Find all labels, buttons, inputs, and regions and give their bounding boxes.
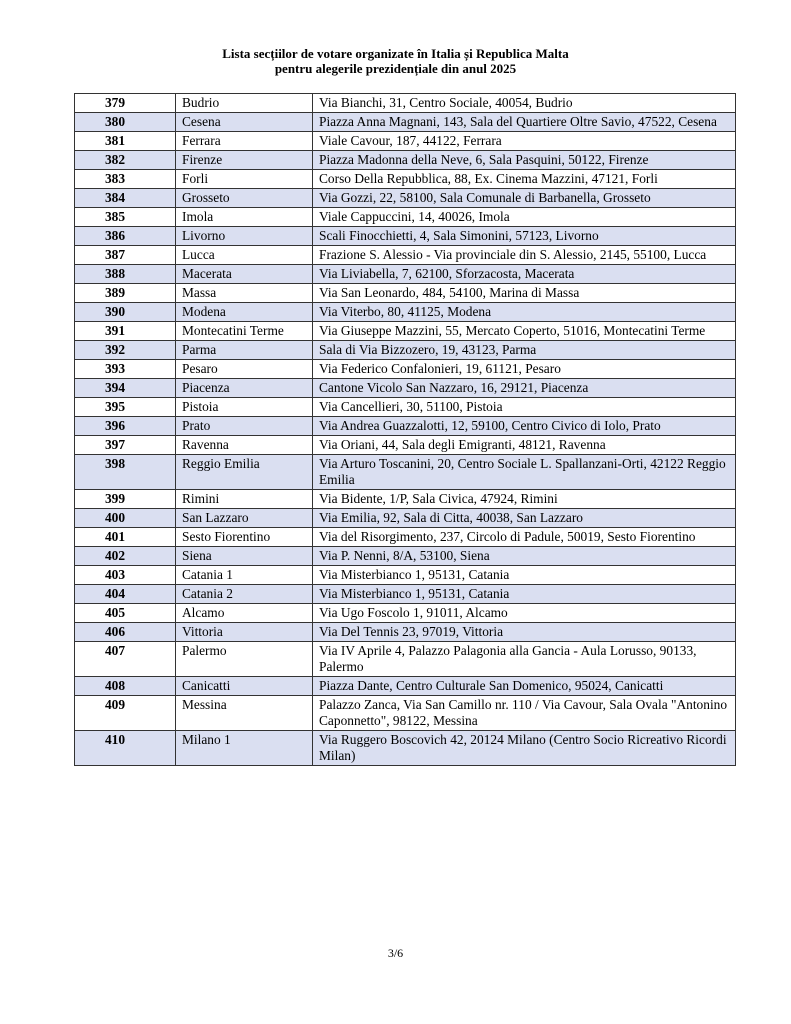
city-cell: Siena [176,547,313,566]
address-cell: Via Bidente, 1/P, Sala Civica, 47924, Rimini [313,490,736,509]
city-cell: Pesaro [176,360,313,379]
city-cell: Milano 1 [176,731,313,766]
table-row [75,528,736,547]
address-cell: Via Misterbianco 1, 95131, Catania [313,585,736,604]
city-cell: Massa [176,284,313,303]
address-cell: Via Giuseppe Mazzini, 55, Mercato Coperto, 51016, Montecatini Terme [313,322,736,341]
city-cell: Messina [176,696,313,731]
section-number-cell: 394 [75,379,176,398]
table-row [75,696,736,731]
section-number-cell: 382 [75,151,176,170]
section-number-cell: 395 [75,398,176,417]
address-cell: Via del Risorgimento, 237, Circolo di Padule, 50019, Sesto Fiorentino [313,528,736,547]
table-row [75,731,736,766]
table-row [75,227,736,246]
city-cell: Firenze [176,151,313,170]
city-cell: Prato [176,417,313,436]
section-number-cell: 402 [75,547,176,566]
table-row [75,322,736,341]
address-cell: Via Andrea Guazzalotti, 12, 59100, Centro Civico di Iolo, Prato [313,417,736,436]
city-cell: Reggio Emilia [176,455,313,490]
table-body [75,94,736,766]
city-cell: Piacenza [176,379,313,398]
city-cell: Pistoia [176,398,313,417]
city-cell: Catania 2 [176,585,313,604]
section-number-cell: 379 [75,94,176,113]
city-cell: Sesto Fiorentino [176,528,313,547]
table-row [75,113,736,132]
table-row [75,642,736,677]
table-row [75,566,736,585]
address-cell: Via Liviabella, 7, 62100, Sforzacosta, Macerata [313,265,736,284]
city-cell: Montecatini Terme [176,322,313,341]
page-number: 3/6 [387,946,404,960]
section-number-cell: 404 [75,585,176,604]
section-number-cell: 408 [75,677,176,696]
section-number-cell: 386 [75,227,176,246]
table-row [75,151,736,170]
table-row [75,303,736,322]
table-row [75,132,736,151]
address-cell: Piazza Madonna della Neve, 6, Sala Pasquini, 50122, Firenze [313,151,736,170]
address-cell: Piazza Dante, Centro Culturale San Domenico, 95024, Canicatti [313,677,736,696]
address-cell: Frazione S. Alessio - Via provinciale din S. Alessio, 2145, 55100, Lucca [313,246,736,265]
address-cell: Viale Cavour, 187, 44122, Ferrara [313,132,736,151]
address-cell: Via Misterbianco 1, 95131, Catania [313,566,736,585]
city-cell: Imola [176,208,313,227]
address-cell: Via Arturo Toscanini, 20, Centro Sociale L. Spallanzani-Orti, 42122 Reggio Emilia [313,455,736,490]
table-row [75,360,736,379]
table-row [75,604,736,623]
table-row [75,170,736,189]
address-cell: Via Oriani, 44, Sala degli Emigranti, 48121, Ravenna [313,436,736,455]
section-number-cell: 393 [75,360,176,379]
address-cell: Via Bianchi, 31, Centro Sociale, 40054, Budrio [313,94,736,113]
section-number-cell: 403 [75,566,176,585]
city-cell: Forli [176,170,313,189]
city-cell: Modena [176,303,313,322]
address-cell: Sala di Via Bizzozero, 19, 43123, Parma [313,341,736,360]
section-number-cell: 410 [75,731,176,766]
section-number-cell: 397 [75,436,176,455]
section-number-cell: 406 [75,623,176,642]
section-number-cell: 409 [75,696,176,731]
section-number-cell: 396 [75,417,176,436]
section-number-cell: 405 [75,604,176,623]
table-row [75,417,736,436]
table-row [75,436,736,455]
section-number-cell: 383 [75,170,176,189]
address-cell: Via Viterbo, 80, 41125, Modena [313,303,736,322]
address-cell: Corso Della Repubblica, 88, Ex. Cinema Mazzini, 47121, Forli [313,170,736,189]
city-cell: Cesena [176,113,313,132]
section-number-cell: 391 [75,322,176,341]
city-cell: Ferrara [176,132,313,151]
section-number-cell: 380 [75,113,176,132]
table-row [75,490,736,509]
city-cell: Palermo [176,642,313,677]
address-cell: Cantone Vicolo San Nazzaro, 16, 29121, Piacenza [313,379,736,398]
table-row [75,265,736,284]
city-cell: San Lazzaro [176,509,313,528]
city-cell: Parma [176,341,313,360]
city-cell: Macerata [176,265,313,284]
section-number-cell: 387 [75,246,176,265]
address-cell: Via Ugo Foscolo 1, 91011, Alcamo [313,604,736,623]
city-cell: Livorno [176,227,313,246]
title-line-2: pentru alegerile prezidențiale din anul 2025 [274,61,517,76]
city-cell: Lucca [176,246,313,265]
table-row [75,189,736,208]
table-row [75,509,736,528]
city-cell: Rimini [176,490,313,509]
table-row [75,208,736,227]
page-title [0,46,791,76]
address-cell: Viale Cappuccini, 14, 40026, Imola [313,208,736,227]
city-cell: Grosseto [176,189,313,208]
table-row [75,677,736,696]
address-cell: Via Federico Confalonieri, 19, 61121, Pesaro [313,360,736,379]
city-cell: Vittoria [176,623,313,642]
table-row [75,398,736,417]
address-cell: Via Emilia, 92, Sala di Citta, 40038, San Lazzaro [313,509,736,528]
section-number-cell: 392 [75,341,176,360]
city-cell: Catania 1 [176,566,313,585]
section-number-cell: 407 [75,642,176,677]
address-cell: Via P. Nenni, 8/A, 53100, Siena [313,547,736,566]
table-row [75,379,736,398]
section-number-cell: 400 [75,509,176,528]
address-cell: Scali Finocchietti, 4, Sala Simonini, 57123, Livorno [313,227,736,246]
address-cell: Via San Leonardo, 484, 54100, Marina di Massa [313,284,736,303]
address-cell: Via Cancellieri, 30, 51100, Pistoia [313,398,736,417]
section-number-cell: 398 [75,455,176,490]
table-row [75,455,736,490]
section-number-cell: 390 [75,303,176,322]
address-cell: Via IV Aprile 4, Palazzo Palagonia alla Gancia - Aula Lorusso, 90133, Palermo [313,642,736,677]
address-cell: Via Ruggero Boscovich 42, 20124 Milano (Centro Socio Ricreativo Ricordi Milan) [313,731,736,766]
address-cell: Via Gozzi, 22, 58100, Sala Comunale di Barbanella, Grosseto [313,189,736,208]
polling-stations-table [74,93,736,766]
address-cell: Palazzo Zanca, Via San Camillo nr. 110 / Via Cavour, Sala Ovala "Antonino Caponnetto", 98122, Messina [313,696,736,731]
city-cell: Canicatti [176,677,313,696]
title-line-1: Lista secțiilor de votare organizate în Italia și Republica Malta [222,46,569,61]
table-row [75,623,736,642]
address-cell: Via Del Tennis 23, 97019, Vittoria [313,623,736,642]
section-number-cell: 389 [75,284,176,303]
address-cell: Piazza Anna Magnani, 143, Sala del Quartiere Oltre Savio, 47522, Cesena [313,113,736,132]
table-row [75,547,736,566]
table-row [75,94,736,113]
table-row [75,585,736,604]
section-number-cell: 399 [75,490,176,509]
section-number-cell: 384 [75,189,176,208]
city-cell: Ravenna [176,436,313,455]
section-number-cell: 388 [75,265,176,284]
table-row [75,246,736,265]
section-number-cell: 385 [75,208,176,227]
table-row [75,341,736,360]
table-row [75,284,736,303]
section-number-cell: 381 [75,132,176,151]
city-cell: Budrio [176,94,313,113]
city-cell: Alcamo [176,604,313,623]
section-number-cell: 401 [75,528,176,547]
